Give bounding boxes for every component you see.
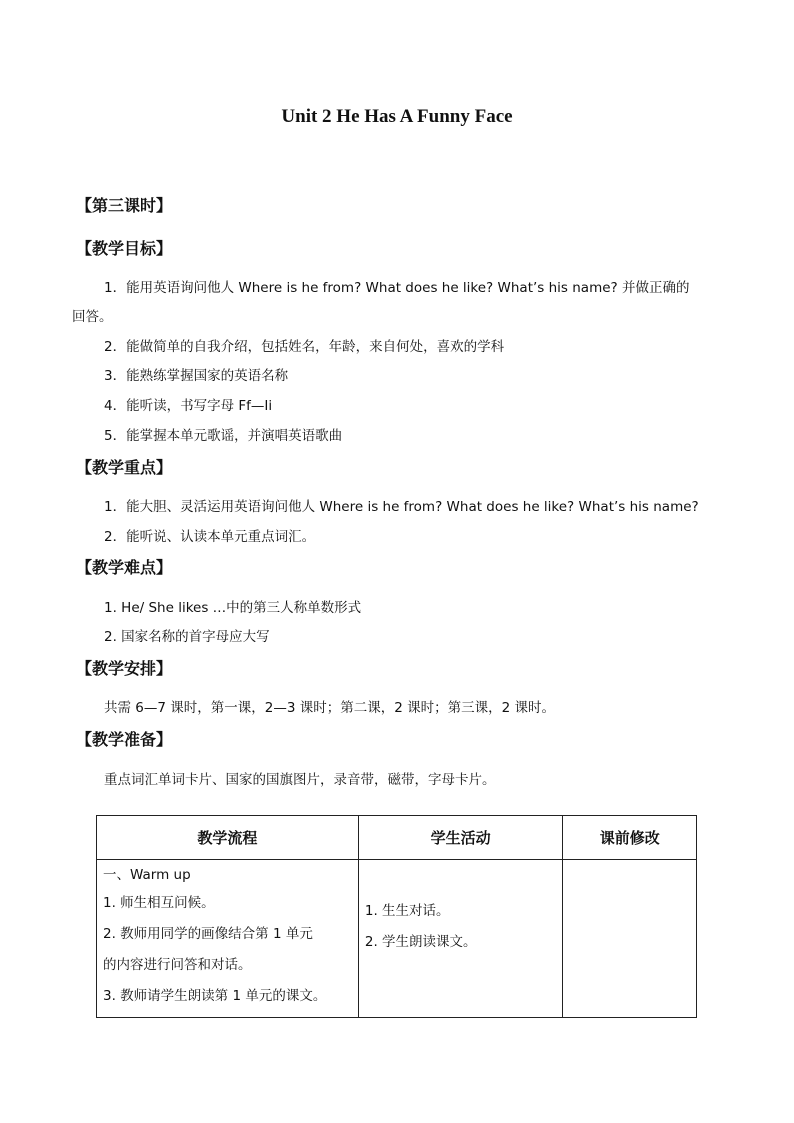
- key-point-item: 2．能听说、认读本单元重点词汇。: [104, 529, 316, 545]
- goal-item: 1．能用英语询问他人 Where is he from? What does he like? What’s his name? 并做正确的: [104, 280, 690, 296]
- notes-cell: [563, 860, 697, 1018]
- difficulty-item: 2. 国家名称的首字母应大写: [104, 629, 270, 645]
- goal-item: 3．能熟练掌握国家的英语名称: [104, 368, 289, 384]
- schedule-heading: 【教学安排】: [76, 659, 173, 678]
- header-process: 教学流程: [97, 816, 359, 860]
- process-cell: [97, 860, 359, 1018]
- header-activities: 学生活动: [358, 816, 563, 860]
- lesson-flow-table: [96, 815, 697, 1018]
- activity-line: 2. 学生朗读课文。: [364, 934, 477, 950]
- key-point-item: 1．能大胆、灵活运用英语询问他人 Where is he from? What does he like? What’s his name?: [104, 499, 699, 515]
- document-title: Unit 2 He Has A Funny Face: [281, 106, 513, 127]
- lesson-heading: 【第三课时】: [76, 196, 173, 215]
- goal-item: 回答。: [72, 309, 113, 325]
- process-line: 的内容进行问答和对话。: [103, 957, 252, 973]
- table-row: [97, 860, 697, 1018]
- difficulty-item: 1. He/ She likes …中的第三人称单数形式: [104, 600, 362, 616]
- key-points-heading: 【教学重点】: [76, 458, 173, 477]
- preparation-text: 重点词汇单词卡片、国家的国旗图片，录音带，磁带，字母卡片。: [104, 772, 496, 788]
- goals-heading: 【教学目标】: [76, 239, 173, 258]
- activities-cell: [358, 860, 563, 1018]
- process-line: 3. 教师请学生朗读第 1 单元的课文。: [103, 988, 327, 1004]
- process-line: 2. 教师用同学的画像结合第 1 单元: [103, 926, 313, 942]
- header-notes: 课前修改: [563, 816, 697, 860]
- goal-item: 5．能掌握本单元歌谣，并演唱英语歌曲: [104, 428, 343, 444]
- process-line: 一、Warm up: [103, 867, 191, 883]
- activity-line: 1. 生生对话。: [364, 903, 450, 919]
- table-header-row: [97, 816, 697, 860]
- process-line: 1. 师生相互问候。: [103, 895, 215, 911]
- goal-item: 2．能做简单的自我介绍，包括姓名，年龄，来自何处，喜欢的学科: [104, 339, 505, 355]
- difficulties-heading: 【教学难点】: [76, 558, 173, 577]
- preparation-heading: 【教学准备】: [76, 730, 173, 749]
- schedule-text: 共需 6—7 课时，第一课，2—3 课时；第二课，2 课时；第三课，2 课时。: [104, 700, 555, 716]
- goal-item: 4．能听读，书写字母 Ff—Ii: [104, 398, 273, 414]
